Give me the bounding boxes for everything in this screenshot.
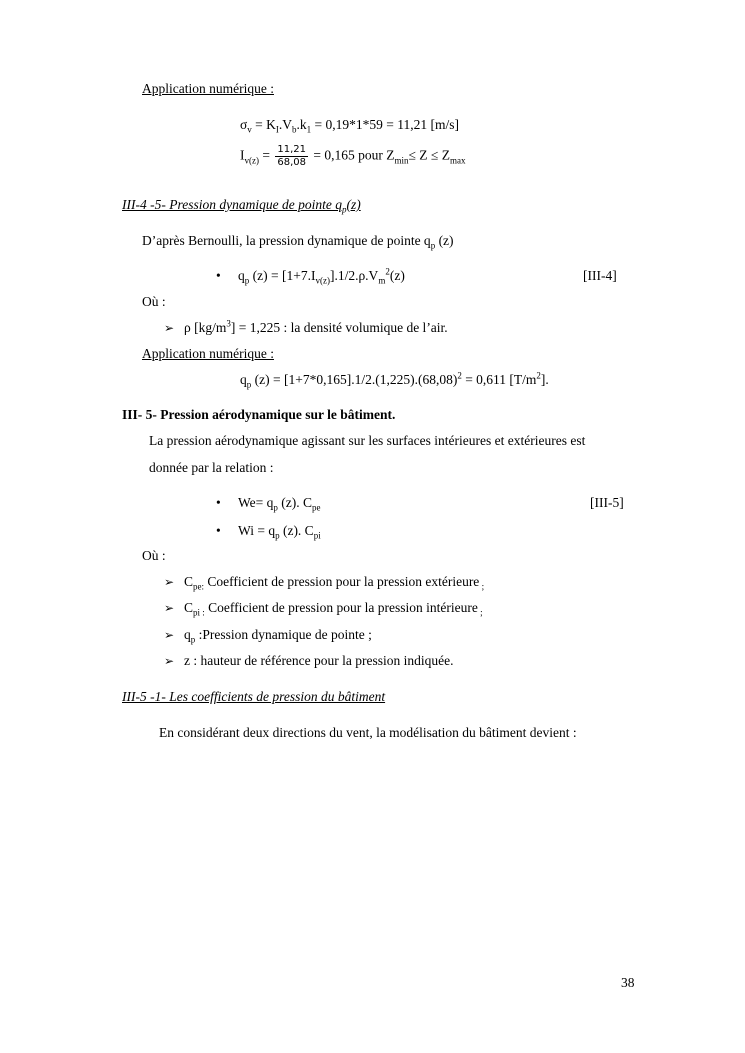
ou-label-2: Où : xyxy=(142,548,166,563)
application-label-1: Application numérique : xyxy=(142,81,274,96)
fraction: $\frac{11,21}{68,08}$ xyxy=(277,144,307,168)
section-title-dynamic-pressure: III-4 -5- Pression dynamique de pointe $q_p(z)$ xyxy=(122,197,361,215)
bernoulli-sentence: D’après Bernoulli, la pression dynamique de pointe $q_p$ (z) xyxy=(142,233,454,251)
equation-wi: • $Wi = q_p$ (z). $C_{pi}$ xyxy=(216,523,321,541)
sigma-equation: $\sigma_v = K_I.V_b.k_1 = 0,19*1*59 = 11,21$ [m/s] xyxy=(240,117,460,135)
section-title-coefficients: III-5 -1- Les coefficients de pression du bâtiment xyxy=(122,689,386,704)
equation-we: • $We= q_p$ (z). $C_{pe}$ xyxy=(216,495,321,513)
arrow-bullet-icon: ➢ xyxy=(164,601,175,615)
rho-definition: ➢ ρ $[kg/m^3] = 1,225$ : la densité volumique de l’air. xyxy=(164,318,448,335)
application-label-2: Application numérique : xyxy=(142,346,274,361)
definition-z: ➢ z : hauteur de référence pour la pression indiquée. xyxy=(164,653,454,668)
equation-tag-III-4: [III-4] xyxy=(583,268,617,283)
equation-qp-numeric: $q_p$ $(z) = [1+7*0,165].1/2.(1,225).(68,08)^2 = 0,611$ $[T/m^2]$. xyxy=(240,370,549,390)
arrow-bullet-icon: ➢ xyxy=(164,321,175,335)
paragraph-line-2: donnée par la relation : xyxy=(149,460,274,475)
definition-cpi: ➢ $C_{pi :}$ Coefficient de pression pour la pression intérieure $_;$ xyxy=(164,600,483,618)
ou-label-1: Où : xyxy=(142,294,166,309)
paragraph-modelisation: En considérant deux directions du vent, la modélisation du bâtiment devient : xyxy=(159,725,577,740)
iv-equation: $I_{v(z)}$ = $\frac{11,21}{68,08}$ = 0,165 pour $Z_{min}\le Z \le Z_{max}$ xyxy=(240,144,466,168)
arrow-bullet-icon: ➢ xyxy=(164,628,175,642)
page-number: 38 xyxy=(621,975,635,990)
equation-tag-III-5: [III-5] xyxy=(590,495,624,510)
section-title-aerodynamic: III- 5- Pression aérodynamique sur le bâtiment. xyxy=(122,407,396,422)
definition-cpe: ➢ $C_{pe:}$ Coefficient de pression pour la pression extérieure $_;$ xyxy=(164,574,485,592)
equation-qp: • $q_p$ $(z) = [1+7.I_{v(z)}].1/2.\rho.V_m^2(z)$ xyxy=(216,266,405,286)
paragraph-line-1: La pression aérodynamique agissant sur les surfaces intérieures et extérieures est xyxy=(149,433,586,448)
arrow-bullet-icon: ➢ xyxy=(164,654,175,668)
definition-qp: ➢ $q_p$ :Pression dynamique de pointe ; xyxy=(164,627,372,645)
arrow-bullet-icon: ➢ xyxy=(164,575,175,589)
